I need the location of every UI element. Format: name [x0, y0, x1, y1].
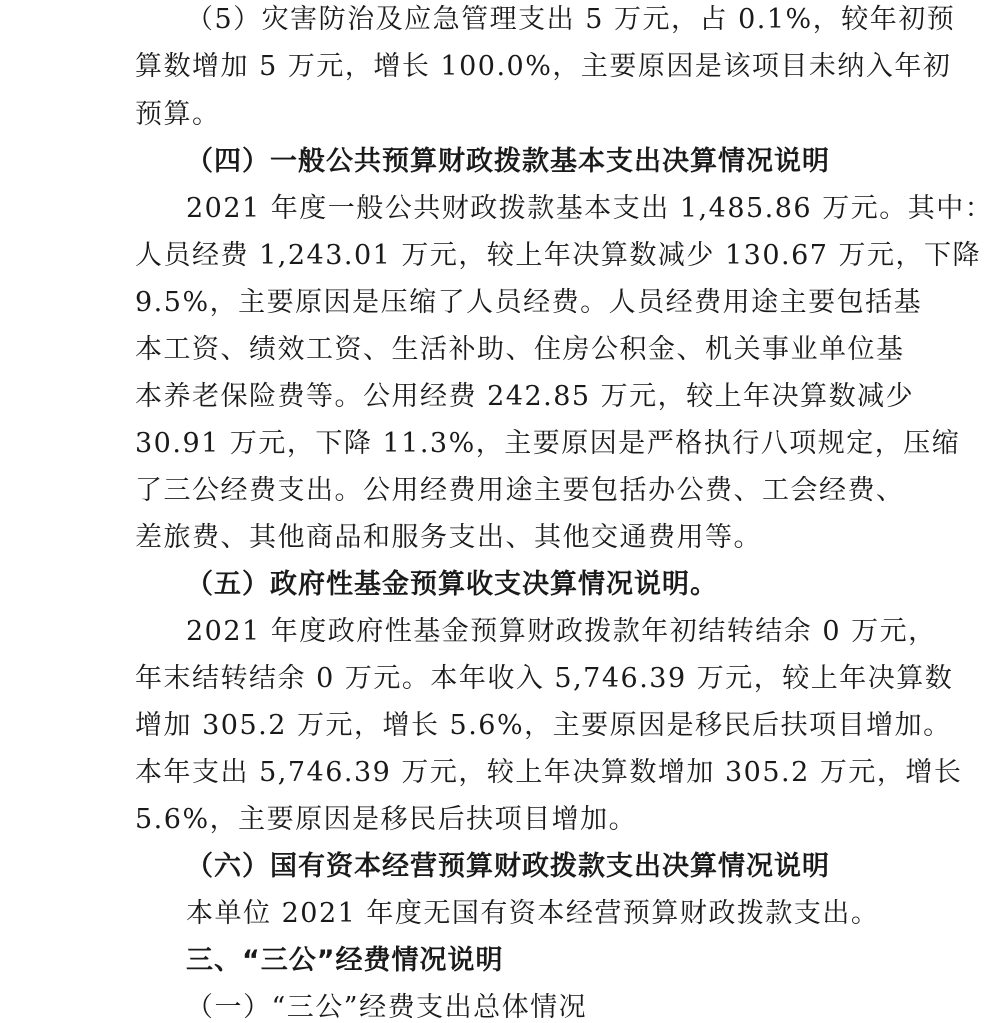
paragraph-1-line-1: （5）灾害防治及应急管理支出 5 万元，占 0.1%，较年初预 — [186, 4, 956, 35]
paragraph-2-line-3: 9.5%，主要原因是压缩了人员经费。人员经费用途主要包括基 — [135, 287, 923, 318]
paragraph-2-line-8: 差旅费、其他商品和服务支出、其他交通费用等。 — [135, 522, 762, 553]
paragraph-3-line-1: 2021 年度政府性基金预算财政拨款年初结转结余 0 万元， — [186, 616, 937, 647]
paragraph-3-line-4: 本年支出 5,746.39 万元，较上年决算数增加 305.2 万元，增长 — [135, 757, 963, 788]
paragraph-1-line-2: 算数增加 5 万元，增长 100.0%，主要原因是该项目未纳入年初 — [135, 51, 952, 82]
paragraph-3-line-3: 增加 305.2 万元，增长 5.6%，主要原因是移民后扶项目增加。 — [135, 710, 952, 741]
paragraph-2-line-6: 30.91 万元，下降 11.3%，主要原因是严格执行八项规定，压缩 — [135, 428, 961, 459]
heading-section-5: （五）政府性基金预算收支决算情况说明。 — [186, 569, 718, 600]
section-3-title: 三、“三公”经费情况说明 — [186, 945, 504, 976]
paragraph-3-line-2: 年末结转结余 0 万元。本年收入 5,746.39 万元，较上年决算数 — [135, 663, 954, 694]
heading-section-4: （四）一般公共预算财政拨款基本支出决算情况说明 — [186, 146, 830, 177]
paragraph-2-line-5: 本养老保险费等。公用经费 242.85 万元，较上年决算数减少 — [135, 381, 915, 412]
paragraph-2-line-7: 了三公经费支出。公用经费用途主要包括办公费、工会经费、 — [135, 475, 905, 506]
heading-section-6: （六）国有资本经营预算财政拨款支出决算情况说明 — [186, 851, 830, 882]
paragraph-2-line-4: 本工资、绩效工资、生活补助、住房公积金、机关事业单位基 — [135, 334, 905, 365]
paragraph-3-line-5: 5.6%，主要原因是移民后扶项目增加。 — [135, 804, 638, 835]
paragraph-1-line-3: 预算。 — [135, 99, 221, 130]
paragraph-4-line-1: 本单位 2021 年度无国有资本经营预算财政拨款支出。 — [186, 898, 880, 929]
paragraph-2-line-1: 2021 年度一般公共财政拨款基本支出 1,485.86 万元。其中： — [186, 193, 994, 224]
paragraph-2-line-2: 人员经费 1,243.01 万元，较上年决算数减少 130.67 万元，下降 — [135, 240, 982, 271]
subsection-1-title: （一）“三公”经费支出总体情况 — [186, 992, 588, 1023]
